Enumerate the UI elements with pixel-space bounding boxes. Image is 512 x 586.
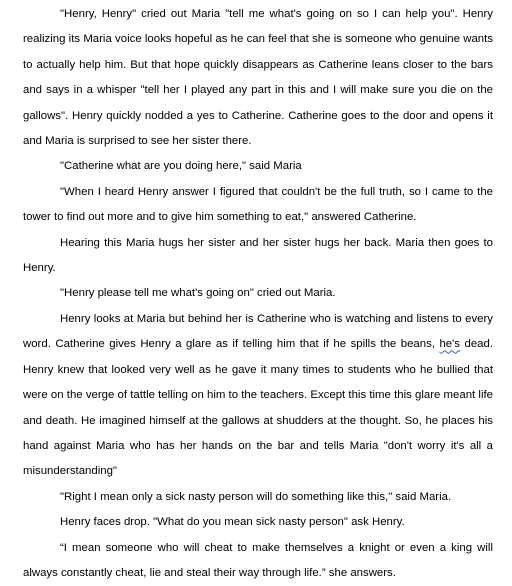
paragraph-3: "When I heard Henry answer I figured that couldn't be the full truth, so I came to the tower to find out more and to give him something to eat," answered Catherine. bbox=[23, 185, 493, 224]
paragraph-6-after: dead. Henry knew that looked very well as he gave it many times to students who he bullied that were on the verge of tattle telling on him to the teachers. Except this time this glare meant life and death. He imagined himself at the gallows at shudders at the thought. So, he places his hand against Maria who has her hands on the bar and tells Maria "don't worry it's all a misunderstanding" bbox=[23, 338, 494, 478]
paragraph-5: "Henry please tell me what's going on" cried out Maria. bbox=[60, 287, 336, 300]
paragraph-2: "Catherine what are you doing here," said Maria bbox=[60, 160, 302, 173]
paragraph-9: “I mean someone who will cheat to make themselves a knight or even a king will always constantly cheat, lie and steal their way through life.” she answers. bbox=[23, 541, 493, 579]
paragraph-6 bbox=[23, 307, 493, 485]
paragraph-8: Henry faces drop. "What do you mean sick nasty person" ask Henry. bbox=[60, 516, 405, 529]
paragraph-1: "Henry, Henry" cried out Maria "tell me what's going on so I can help you". Henry realizing its Maria voice looks hopeful as he can feel that she is someone who genuine wants to actually help him. But that hope quickly disappears as Catherine leans closer to the bars and says in a whisper "tell her I played any part in this and I will make sure you die on the gallows". Henry quickly nodded a yes to Catherine. Catherine goes to the door and opens it and Maria is surprised to see her sister there. bbox=[23, 8, 493, 148]
spellcheck-flagged-word[interactable]: he's bbox=[439, 338, 460, 351]
paragraph-7: "Right I mean only a sick nasty person will do something like this," said Maria. bbox=[60, 490, 452, 503]
paragraph-4: Hearing this Maria hugs her sister and her sister hugs her back. Maria then goes to Henry. bbox=[23, 236, 493, 275]
paragraph-6-before: Henry looks at Maria but behind her is Catherine who is watching and listens to every word. Catherine gives Henry a glare as if telling him that if he spills the beans, bbox=[23, 312, 493, 351]
document-page bbox=[23, 2, 493, 586]
